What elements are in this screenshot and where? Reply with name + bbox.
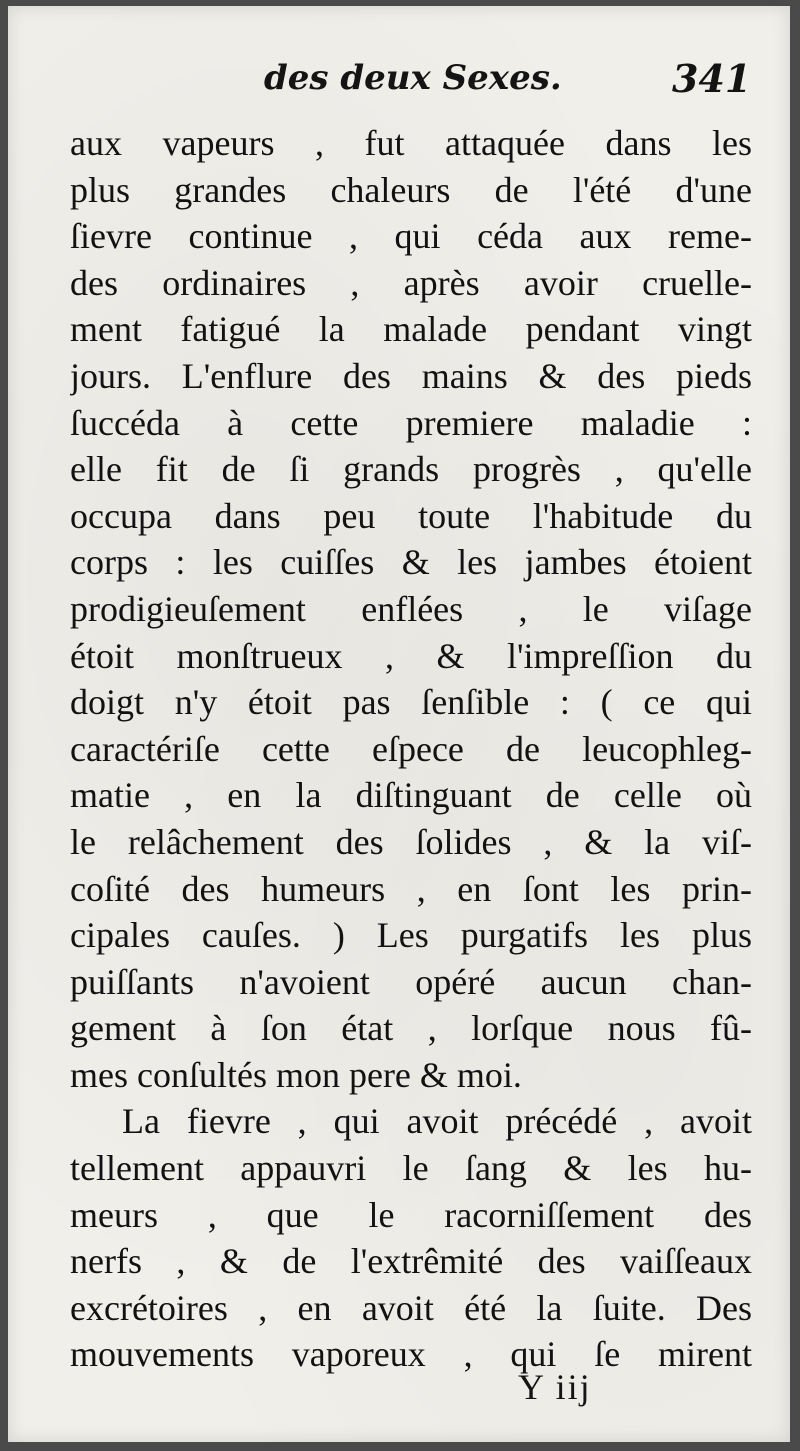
book-page <box>8 6 790 1442</box>
text-line: occupa dans peu toute l'habitude du <box>70 495 752 536</box>
text-line: mes conſultés mon pere & moi. <box>70 1054 522 1095</box>
text-line: tellement appauvri le ſang & les hu- <box>70 1148 752 1189</box>
text-line: nerfs , & de l'extrêmité des vaiſſeaux <box>70 1241 752 1282</box>
text-line: puiſſants n'avoient opéré aucun chan- <box>70 961 752 1002</box>
text-line: meurs , que le racorniſſement des <box>70 1194 752 1235</box>
text-line: jours. L'enflure des mains & des pieds <box>70 355 752 396</box>
text-line: coſité des humeurs , en ſont les prin- <box>70 868 752 909</box>
text-line: gement à ſon état , lorſque nous fû- <box>70 1008 752 1049</box>
running-head: des deux Sexes. <box>264 58 562 98</box>
text-line: excrétoires , en avoit été la ſuite. Des <box>70 1287 752 1328</box>
paragraph-first-line: La fievre , qui avoit précédé , avoit <box>122 1101 752 1142</box>
text-line: doigt n'y étoit pas ſenſible : ( ce qui <box>70 682 752 723</box>
text-line: étoit monſtrueux , & l'impreſſion du <box>70 635 752 676</box>
text-line: prodigieuſement enflées , le viſage <box>70 588 752 629</box>
text-line: matie , en la diſtinguant de celle où <box>70 775 752 816</box>
text-line: elle fit de ſi grands progrès , qu'elle <box>70 449 752 490</box>
text-line: aux vapeurs , fut attaquée dans les <box>70 123 752 163</box>
text-line: caractériſe cette eſpece de leucophleg- <box>70 728 752 769</box>
text-line: ment fatigué la malade pendant vingt <box>70 309 752 350</box>
text-line: corps : les cuiſſes & les jambes étoient <box>70 542 752 583</box>
text-line: plus grandes chaleurs de l'été d'une <box>70 169 752 210</box>
text-line: mouvements vaporeux , qui ſe mirent <box>70 1334 752 1375</box>
signature-mark: Y iij <box>518 1367 592 1407</box>
text-line: ſuccéda à cette premiere maladie : <box>70 402 752 443</box>
body-text <box>70 120 752 1378</box>
text-line: cipales cauſes. ) Les purgatifs les plus <box>70 915 752 956</box>
text-line: des ordinaires , après avoir cruelle- <box>70 262 752 303</box>
text-line: le relâchement des ſolides , & la viſ- <box>70 821 752 862</box>
page-header <box>8 58 790 108</box>
page-number: 341 <box>672 56 752 101</box>
text-line: ſievre continue , qui céda aux reme- <box>70 216 752 257</box>
